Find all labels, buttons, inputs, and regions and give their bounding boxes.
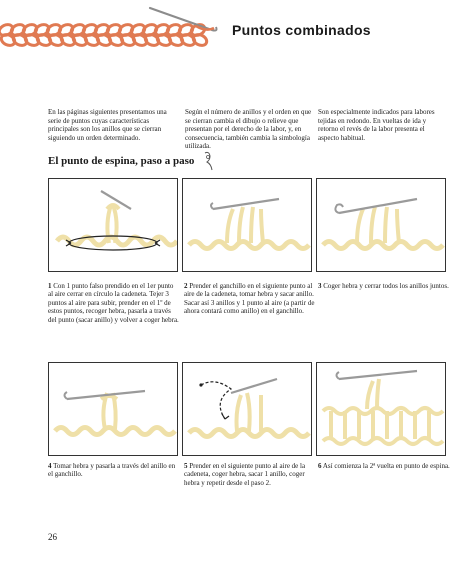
crochet-hook-icon: [202, 151, 216, 171]
step-1-illustration: [48, 178, 178, 272]
step-number: 5: [184, 462, 188, 470]
step-3-caption: [318, 282, 450, 290]
step-number: 2: [184, 282, 188, 290]
step-1-caption: [48, 282, 180, 324]
intro-paragraph-2: Según el número de anillos y el orden en que se cierran cambia el dibujo o relieve que presentan por el derecho de la labor, y, en consecuencia, también cambia la simbología utilizada.: [185, 108, 312, 151]
step-4-illustration: [48, 362, 178, 456]
intro-paragraph-1: En las páginas siguientes presentamos una serie de puntos cuyas características principales son los anillos que se cierran siguiendo un orden determinado.: [48, 108, 167, 142]
step-text: Prender el ganchillo en el siguiente punto al aire de la cadeneta, tomar hebra y sacar anillo. Sacar así 3 anillos y 1 punto al aire (a partir de ahora contará como anillo) en el ganchillo.: [184, 282, 315, 316]
intro-paragraph-3: Son especialmente indicados para labores tejidas en redondo. En vueltas de ida y retorno el revés de la labor presenta el aspecto habitual.: [318, 108, 435, 142]
step-6-caption: [318, 462, 450, 470]
step-4-caption: [48, 462, 180, 479]
step-text: Con 1 punto falso prendido en el 1er punto al aire cerrar en círculo la cadeneta. Tejer 3 puntos al aire para subir, prender en el 1º de estos puntos, recoger hebra, pasarla a través del punto (sacar anillo) y volver a coger hebra.: [48, 282, 179, 324]
step-5-caption: [184, 462, 316, 487]
step-number: 6: [318, 462, 322, 470]
step-text: Así comienza la 2ª vuelta en punto de espina.: [322, 462, 450, 470]
step-number: 1: [48, 282, 52, 290]
section-heading: El punto de espina, paso a paso: [48, 155, 195, 167]
step-text: Tomar hebra y pasarla a través del anillo en el ganchillo.: [48, 462, 176, 479]
step-text: Prender en el siguiente punto al aire de la cadeneta, coger hebra, sacar 1 anillo, coger hebra y repetir desde el paso 2.: [184, 462, 306, 487]
step-3-illustration: [316, 178, 446, 272]
page-title: Puntos combinados: [232, 22, 371, 38]
page-header: [0, 0, 472, 64]
step-2-illustration: [182, 178, 312, 272]
step-number: 3: [318, 282, 322, 290]
step-6-illustration: [316, 362, 446, 456]
page-number: 26: [48, 532, 57, 542]
step-text: Coger hebra y cerrar todos los anillos juntos.: [323, 282, 449, 290]
step-2-caption: [184, 282, 316, 316]
step-5-illustration: [182, 362, 312, 456]
step-number: 4: [48, 462, 52, 470]
